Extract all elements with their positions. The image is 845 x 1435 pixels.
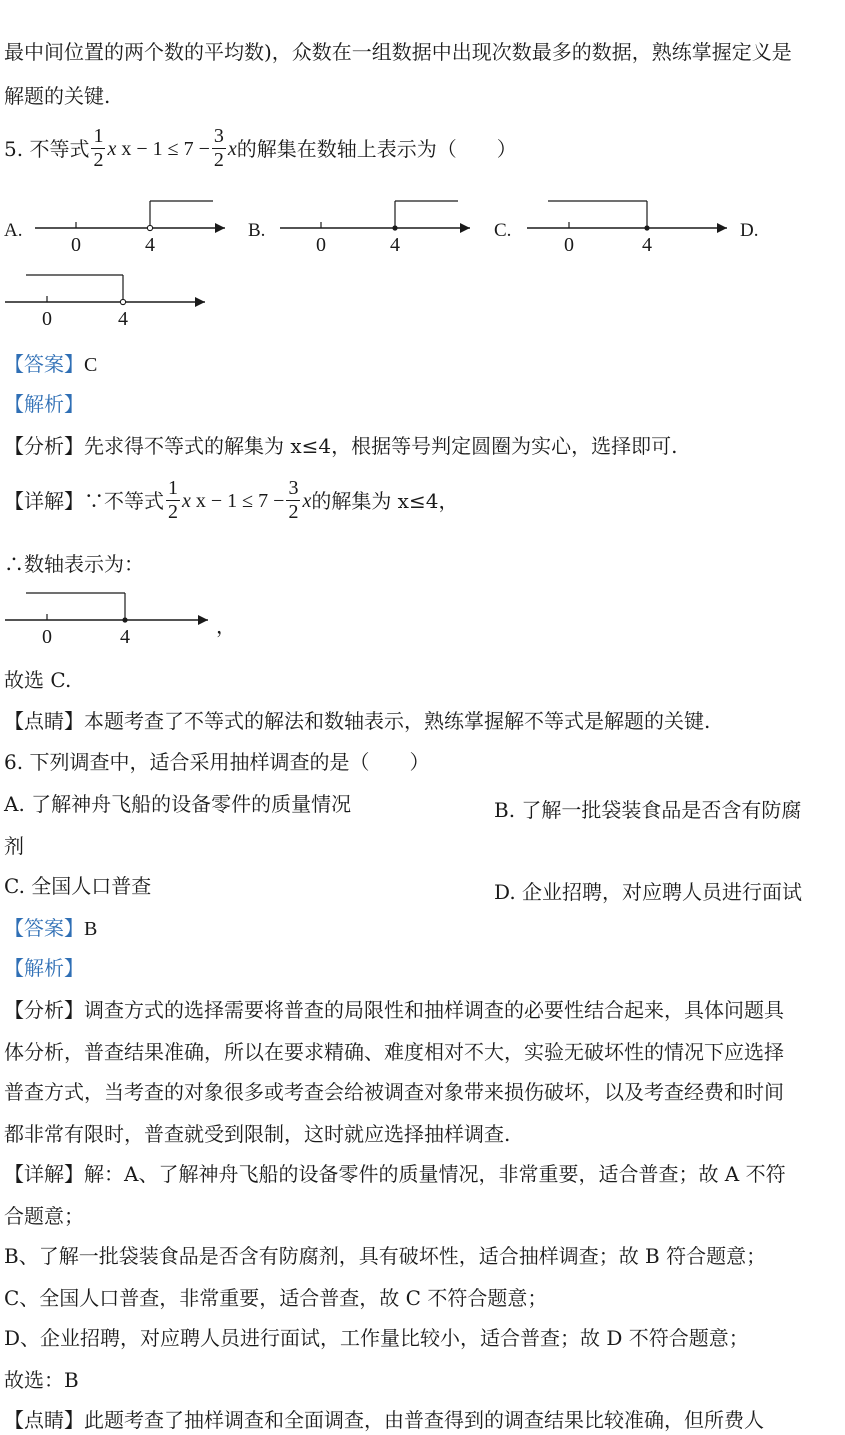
dianjing-line: 【点睛】本题考查了不等式的解法和数轴表示，熟练掌握解不等式是解题的关键.	[4, 709, 711, 733]
var-x: x	[227, 137, 237, 160]
detail-line	[4, 478, 458, 523]
answer-line	[4, 354, 97, 375]
detail-text: C、全国人口普查，非常重要，适合普查，故 C 不符合题意；	[4, 1286, 548, 1310]
option-d-label: D.	[740, 220, 759, 241]
option-a-label: A.	[4, 220, 23, 241]
answer-value: C	[84, 354, 98, 376]
tick-label-4: 4	[390, 234, 400, 256]
fraction-three-halves	[212, 126, 226, 171]
detail-suffix: 的解集为 x≤4，	[311, 488, 459, 513]
tick-label-4: 4	[145, 234, 155, 256]
tick-label-0: 0	[71, 234, 81, 256]
therefore-line: ∴数轴表示为：	[4, 552, 144, 576]
inequality-op: x − 1 ≤ 7 −	[121, 137, 210, 160]
analysis-tag: 【解析】	[4, 956, 84, 980]
detail-text: 【详解】解：A、了解神舟飞船的设备零件的质量情况，非常重要，适合普查；故 A 不符	[4, 1162, 786, 1186]
answer-tag: 【答案】	[4, 916, 84, 940]
number-line-solution	[0, 586, 215, 650]
tick-label-4: 4	[118, 308, 128, 330]
number-line-option-a	[30, 194, 230, 258]
tick-label-0: 0	[564, 234, 574, 256]
question-6-stem: 6. 下列调查中，适合采用抽样调查的是（ ）	[4, 750, 430, 774]
analysis-tag: 【解析】	[4, 392, 84, 416]
text-line: 最中间位置的两个数的平均数)，众数在一组数据中出现次数最多的数据，熟练掌握定义是	[4, 40, 792, 64]
answer-value: B	[84, 918, 98, 940]
frac-den: 2	[213, 149, 224, 171]
tick-label-4: 4	[120, 626, 130, 648]
var-x: x	[302, 489, 312, 512]
number-line-option-c	[522, 194, 732, 258]
option-b-continued: 剂	[4, 834, 24, 858]
detail-text: B、了解一批袋装食品是否含有防腐剂，具有破坏性，适合抽样调查；故 B 符合题意；	[4, 1244, 767, 1268]
frac-den: 2	[93, 149, 104, 171]
frac-num: 3	[213, 125, 224, 147]
inequality-op: x − 1 ≤ 7 −	[195, 489, 285, 512]
stem-suffix: 的解集在数轴上表示为（ ）	[236, 136, 517, 161]
answer-line	[4, 918, 97, 939]
tick-label-0: 0	[42, 626, 52, 648]
number-line-option-b	[275, 194, 475, 258]
axis-comma: ，	[216, 614, 236, 638]
analysis-text: 【分析】先求得不等式的解集为 x≤4，根据等号判定圆圈为实心，选择即可.	[4, 434, 678, 458]
detail-text: 合题意；	[4, 1204, 84, 1228]
tick-label-0: 0	[42, 308, 52, 330]
option-c: C. 全国人口普查	[4, 874, 152, 898]
analysis-text: 都非常有限时，普查就受到限制，这时就应选择抽样调查.	[4, 1122, 511, 1146]
fraction-half	[166, 478, 180, 523]
text-line: 解题的关键.	[4, 84, 111, 108]
tick-label-0: 0	[316, 234, 326, 256]
number-line-option-d	[0, 268, 210, 332]
frac-num: 3	[288, 477, 299, 499]
detail-prefix: 【详解】∵不等式	[4, 488, 164, 513]
stem-prefix: 5. 不等式	[4, 136, 90, 161]
option-d: D. 企业招聘，对应聘人员进行面试	[494, 880, 803, 904]
question-5-stem	[4, 126, 517, 171]
detail-text: D、企业招聘，对应聘人员进行面试，工作量比较小，适合普查；故 D 不符合题意；	[4, 1326, 749, 1350]
var-x: x	[182, 489, 191, 512]
option-c-label: C.	[494, 220, 512, 241]
inequality-mid	[107, 139, 209, 159]
analysis-text: 【分析】调查方式的选择需要将普查的局限性和抽样调查的必要性结合起来，具体问题具	[4, 998, 784, 1022]
option-b-label: B.	[248, 220, 266, 241]
frac-den: 2	[168, 501, 178, 523]
analysis-text: 普查方式，当考查的对象很多或考查会给被调查对象带来损伤破坏，以及考查经费和时间	[4, 1080, 784, 1104]
analysis-text: 体分析，普查结果准确，所以在要求精确、难度相对不大，实验无破坏性的情况下应选择	[4, 1040, 784, 1064]
inequality-mid	[182, 491, 284, 511]
option-b: B. 了解一批袋装食品是否含有防腐	[494, 798, 802, 822]
conclusion-line: 故选：B	[4, 1368, 79, 1392]
tick-label-4: 4	[642, 234, 652, 256]
frac-num: 1	[93, 125, 104, 147]
answer-tag: 【答案】	[4, 352, 84, 376]
conclusion-line: 故选 C.	[4, 668, 72, 692]
option-a: A. 了解神舟飞船的设备零件的质量情况	[4, 792, 352, 816]
dianjing-line: 【点睛】此题考查了抽样调查和全面调查，由普查得到的调查结果比较准确，但所费人	[4, 1408, 764, 1432]
var-x: x	[107, 137, 117, 160]
fraction-three-halves	[286, 478, 300, 523]
frac-num: 1	[168, 477, 178, 499]
frac-den: 2	[288, 501, 299, 523]
fraction-half	[91, 126, 105, 171]
